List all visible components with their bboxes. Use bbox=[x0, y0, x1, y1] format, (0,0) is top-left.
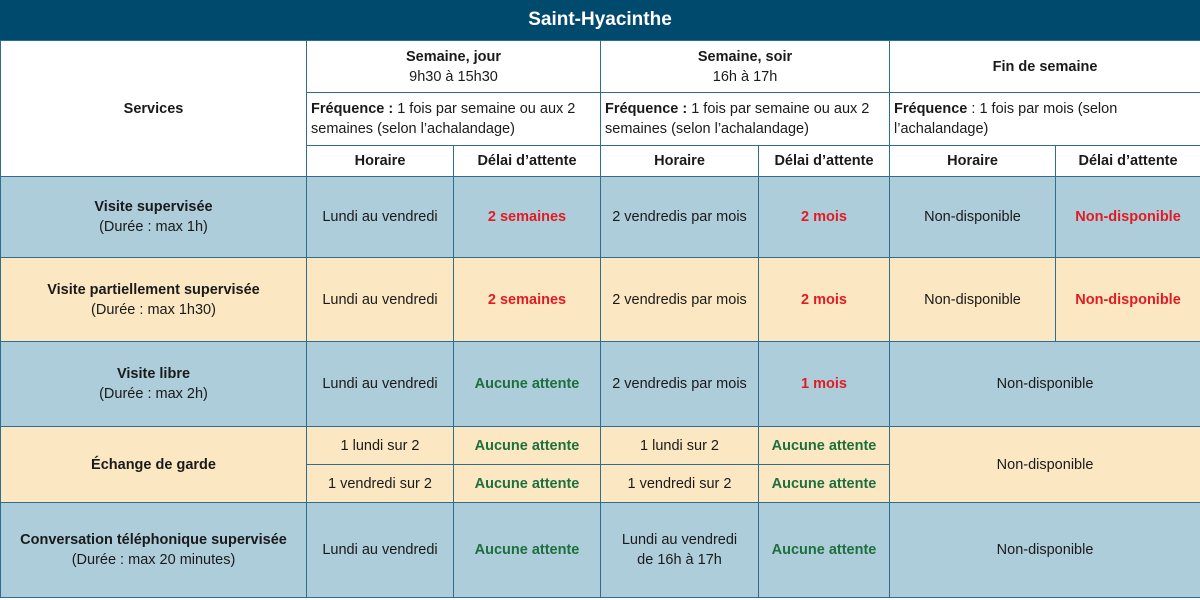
service-title: Échange de garde bbox=[1, 427, 307, 503]
soir-horaire: 2 vendredis par mois bbox=[601, 258, 759, 342]
fds-merged: Non-disponible bbox=[890, 503, 1200, 598]
service-cell bbox=[1, 177, 307, 258]
soir-horaire: 2 vendredis par mois bbox=[601, 177, 759, 258]
service-duration: (Durée : max 20 minutes) bbox=[71, 552, 236, 568]
frequence-jour bbox=[307, 93, 601, 146]
group-title-fds: Fin de semaine bbox=[890, 41, 1200, 93]
service-cell bbox=[1, 258, 307, 342]
fds-horaire: Non-disponible bbox=[890, 177, 1056, 258]
jour-delai: Aucune attente bbox=[454, 503, 601, 598]
table-row bbox=[1, 427, 1200, 465]
table-row bbox=[1, 503, 1200, 598]
table-row bbox=[1, 258, 1200, 342]
jour-delai: Aucune attente bbox=[454, 465, 601, 503]
service-title: Visite libre bbox=[116, 366, 191, 382]
group-subtitle-soir: 16h à 17h bbox=[712, 68, 778, 85]
jour-horaire: Lundi au vendredi bbox=[307, 258, 454, 342]
service-title: Visite supervisée bbox=[94, 199, 213, 215]
frequence-soir bbox=[601, 93, 890, 146]
service-duration: (Durée : max 2h) bbox=[99, 386, 208, 402]
jour-horaire: Lundi au vendredi bbox=[307, 342, 454, 427]
soir-horaire: 1 vendredi sur 2 bbox=[601, 465, 759, 503]
service-duration: (Durée : max 1h30) bbox=[91, 301, 216, 318]
service-title: Visite partiellement supervisée bbox=[47, 281, 260, 298]
jour-delai: 2 semaines bbox=[454, 258, 601, 342]
frequence-label: Fréquence bbox=[894, 101, 968, 117]
col-horaire: Horaire bbox=[890, 146, 1056, 177]
col-delai: Délai d’attente bbox=[454, 146, 601, 177]
frequence-text: 1 fois par semaine ou aux 2 semaines (selon l’achalandage) bbox=[311, 101, 576, 137]
jour-horaire: Lundi au vendredi bbox=[307, 177, 454, 258]
soir-horaire: 1 lundi sur 2 bbox=[601, 427, 759, 465]
fds-merged: Non-disponible bbox=[890, 342, 1200, 427]
fds-merged: Non-disponible bbox=[890, 427, 1200, 503]
col-horaire: Horaire bbox=[601, 146, 759, 177]
col-delai: Délai d’attente bbox=[759, 146, 890, 177]
col-delai: Délai d’attente bbox=[1056, 146, 1200, 177]
soir-delai: 2 mois bbox=[759, 177, 890, 258]
frequence-text: 1 fois par semaine ou aux 2 semaines (selon l’achalandage) bbox=[605, 101, 870, 137]
frequence-label: Fréquence : bbox=[311, 101, 394, 117]
soir-horaire-line1: Lundi au vendredi bbox=[621, 532, 738, 548]
jour-delai: Aucune attente bbox=[454, 342, 601, 427]
soir-delai: Aucune attente bbox=[759, 503, 890, 598]
page-title: Saint-Hyacinthe bbox=[0, 0, 1200, 40]
jour-horaire: Lundi au vendredi bbox=[307, 503, 454, 598]
services-header: Services bbox=[1, 41, 307, 177]
service-cell bbox=[1, 342, 307, 427]
jour-horaire: 1 vendredi sur 2 bbox=[307, 465, 454, 503]
soir-horaire bbox=[601, 503, 759, 598]
jour-horaire: 1 lundi sur 2 bbox=[307, 427, 454, 465]
schedule-table bbox=[0, 40, 1200, 598]
fds-horaire: Non-disponible bbox=[890, 258, 1056, 342]
fds-delai: Non-disponible bbox=[1056, 258, 1200, 342]
frequence-text: : 1 fois par mois (selon l’achalandage) bbox=[894, 101, 1118, 137]
soir-delai: 1 mois bbox=[759, 342, 890, 427]
frequence-label: Fréquence : bbox=[605, 101, 688, 117]
service-duration: (Durée : max 1h) bbox=[99, 219, 208, 235]
group-title-jour: Semaine, jour bbox=[405, 48, 502, 65]
frequence-fds bbox=[890, 93, 1200, 146]
table-row bbox=[1, 342, 1200, 427]
table-row bbox=[1, 177, 1200, 258]
service-cell bbox=[1, 503, 307, 598]
header-row-titles bbox=[1, 41, 1200, 93]
jour-delai: 2 semaines bbox=[454, 177, 601, 258]
jour-delai: Aucune attente bbox=[454, 427, 601, 465]
soir-delai: Aucune attente bbox=[759, 465, 890, 503]
group-subtitle-jour: 9h30 à 15h30 bbox=[409, 68, 498, 85]
soir-horaire-line2: de 16h à 17h bbox=[637, 552, 722, 568]
soir-delai: Aucune attente bbox=[759, 427, 890, 465]
soir-horaire: 2 vendredis par mois bbox=[601, 342, 759, 427]
fds-delai: Non-disponible bbox=[1056, 177, 1200, 258]
col-horaire: Horaire bbox=[307, 146, 454, 177]
service-title: Conversation téléphonique supervisée bbox=[20, 532, 287, 548]
group-title-soir: Semaine, soir bbox=[697, 48, 793, 65]
soir-delai: 2 mois bbox=[759, 258, 890, 342]
group-header-soir bbox=[601, 41, 890, 93]
group-header-jour bbox=[307, 41, 601, 93]
